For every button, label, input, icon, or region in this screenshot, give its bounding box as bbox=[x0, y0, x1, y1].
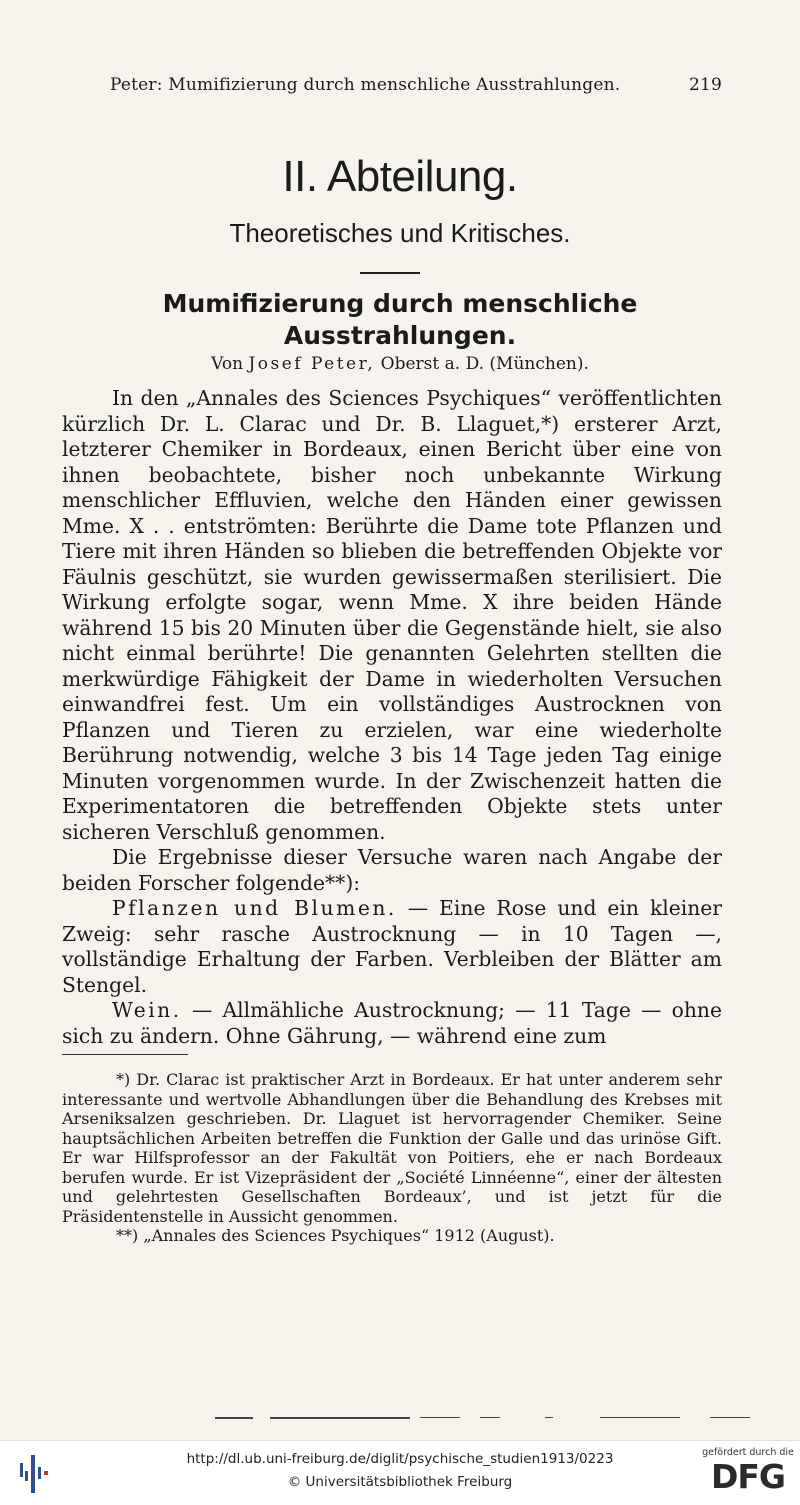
footnote: **) „Annales des Sciences Psychiques“ 1912 (August). bbox=[116, 1226, 555, 1245]
permalink-url[interactable]: http://dl.ub.uni-freiburg.de/diglit/psychische_studien1913/0223 bbox=[186, 1451, 614, 1467]
funder-badge[interactable] bbox=[700, 1447, 796, 1503]
byline bbox=[0, 354, 800, 374]
running-title: Peter: Mumifizierung durch menschliche Ausstrahlungen. bbox=[110, 75, 621, 95]
paragraph-text: — Allmähliche Austrocknung; — 11 Tage — ohne sich zu ändern. Ohne Gährung, — während eine zum bbox=[62, 998, 722, 1048]
paragraph-text: — Eine Rose und ein kleiner Zweig: sehr rasche Austrocknung — in 10 Tagen —, vollständige Erhaltung der Farben. Verbleiben der Blätter am Stengel. bbox=[62, 896, 722, 997]
paragraph bbox=[62, 998, 722, 1049]
section-subtitle: Theoretisches und Kritisches. bbox=[229, 218, 571, 248]
footnotes bbox=[62, 1070, 722, 1246]
footnote-divider bbox=[62, 1054, 188, 1055]
page-number: 219 bbox=[688, 75, 722, 95]
byline-suffix: Oberst a. D. (München). bbox=[380, 354, 589, 374]
dfg-logo-icon: DFG bbox=[710, 1457, 786, 1496]
paragraph-text: Die Ergebnisse dieser Versuche waren nach Angabe der beiden Forscher folgende**): bbox=[62, 845, 722, 895]
print-artifact-strokes bbox=[215, 1417, 765, 1421]
byline-prefix: Von bbox=[211, 354, 244, 374]
paragraph-lead: Wein. bbox=[112, 998, 182, 1022]
viewer-footer bbox=[0, 1440, 800, 1505]
author-name: Josef Peter, bbox=[248, 354, 376, 374]
footnote: *) Dr. Clarac ist praktischer Arzt in Bordeaux. Er hat unter anderem sehr interessante und wertvolle Abhandlungen über die Behandlung des Krebses mit Arseniksalzen geschrieben. Dr. Llaguet ist hervorragender Chemiker. Seine hauptsächlichen Arbeiten betreffen die Funktion der Galle und das urinöse Gift. Er war Hilfsprofessor an der Fakultät von Poitiers, ehe er nach Bordeaux berufen wurde. Er ist Vizepräsident der „Société Linnéenne“, einer der ältesten und gelehrtesten Gesellschaften Bordeaux’, und ist jetzt für die Präsidentenstelle in Aussicht genommen. bbox=[62, 1070, 722, 1226]
paragraph-text: In den „Annales des Sciences Psychiques“ veröffentlichten kürzlich Dr. L. Clarac und Dr. B. Llaguet,*) ersterer Arzt, letzterer Chemiker in Bordeaux, einen Bericht über eine von ihnen beobachtete, bisher noch unbekannte Wirkung menschlicher Effluvien, welche den Händen einer gewissen Mme. X . . entströmten: Berührte die Dame tote Pflanzen und Tiere mit ihren Händen so blieben die betreffenden Objekte vor Fäulnis geschützt, sie wurden gewissermaßen sterilisiert. Die Wirkung erfolgte sogar, wenn Mme. X ihre beiden Hände während 15 bis 20 Minuten über die Gegenstände hielt, sie also nicht einmal berührte! Die genannten Gelehrten stellten die merkwürdige Fähigkeit der Dame in wiederholten Versuchen einwandfrei fest. Um ein vollständiges Austrocknen von Pflanzen und Tieren zu erzielen, war eine wiederholte Berührung notwendig, welche 3 bis 14 Tage jeden Tag einige Minuten vorgenommen wurde. In der Zwischenzeit hatten die Experimentatoren die betreffenden Objekte stets unter sicheren Verschluß genommen. bbox=[62, 386, 722, 844]
section-title: II. Abteilung. bbox=[282, 152, 518, 201]
running-header bbox=[110, 75, 722, 95]
article-body bbox=[62, 386, 722, 1049]
paragraph bbox=[62, 896, 722, 998]
article-title: Mumifizierung durch menschliche Ausstrahlungen. bbox=[162, 289, 638, 350]
paragraph bbox=[62, 845, 722, 896]
section-divider bbox=[360, 272, 420, 274]
copyright-notice: © Universitätsbibliothek Freiburg bbox=[287, 1474, 513, 1490]
paragraph-lead: Pflanzen und Blumen. bbox=[112, 896, 397, 920]
funding-note: gefördert durch die bbox=[702, 1447, 794, 1458]
paragraph bbox=[62, 386, 722, 845]
